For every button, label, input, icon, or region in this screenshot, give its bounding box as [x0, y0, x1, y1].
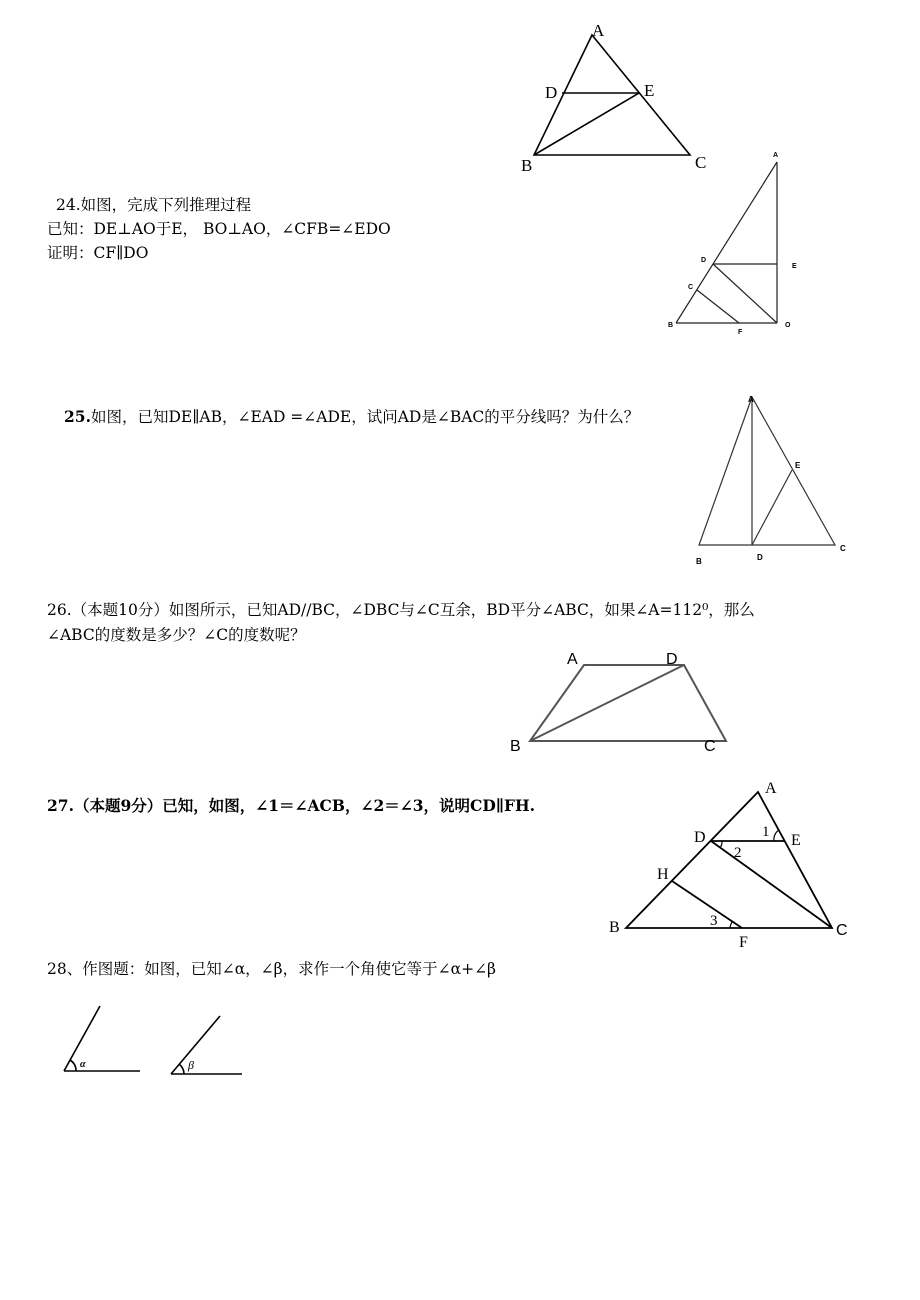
fig26-label-d: D: [666, 651, 678, 668]
fig27-label-b: B: [609, 919, 620, 936]
fig25-label-c: C: [840, 544, 846, 553]
fig25-label-b: B: [696, 557, 702, 566]
fig27-label-a: A: [765, 780, 777, 797]
q25-body: 如图，已知DE∥AB，∠EAD =∠ADE，试问AD是∠BAC的平分线吗？为什么？: [90, 408, 640, 426]
fig27-label-f: F: [739, 934, 748, 951]
fig28-beta-arm: [171, 1016, 220, 1074]
fig28-alpha-arc: [70, 1060, 76, 1071]
q24-title: 24.如图，完成下列推理过程: [56, 196, 252, 214]
fig26-label-b: B: [510, 738, 521, 755]
fig28-label-beta: β: [188, 1058, 194, 1072]
q24-given: 已知：DE⊥AO于E， BO⊥AO，∠CFB=∠EDO: [47, 220, 391, 238]
fig27-label-2: 2: [734, 845, 742, 861]
fig24-label-f: F: [738, 329, 743, 336]
fig25-label-d: D: [757, 553, 763, 562]
fig25-label-a: A: [748, 395, 754, 404]
q26-line2: ∠ABC的度数是多少？∠C的度数呢？: [47, 626, 306, 644]
fig24-label-e: E: [792, 263, 797, 270]
fig24-label-b: B: [668, 322, 674, 329]
q28-text: 28、作图题：如图，已知∠α，∠β，求作一个角使它等于∠α+∠β: [47, 960, 497, 978]
fig25-label-e: E: [795, 461, 801, 470]
q24-prove: 证明：CF∥DO: [47, 244, 149, 262]
fig23-label-b: B: [521, 156, 533, 175]
fig23-label-e: E: [644, 81, 655, 100]
fig27-label-1: 1: [762, 824, 770, 840]
fig24-label-c: C: [688, 284, 694, 291]
fig23-label-d: D: [545, 83, 558, 102]
fig28-label-alpha: α: [80, 1059, 86, 1070]
fig24-label-d: D: [701, 257, 707, 264]
fig27-label-c: C: [836, 922, 848, 939]
fig27-label-e: E: [791, 832, 801, 849]
fig23-label-c: C: [695, 153, 707, 172]
fig27-label-3: 3: [710, 913, 718, 929]
q25-number: 25.: [64, 407, 91, 426]
fig23-label-a: A: [592, 21, 605, 40]
fig27-label-d: D: [694, 829, 706, 846]
fig24-label-a: A: [773, 152, 779, 159]
fig28-beta-arc: [179, 1064, 184, 1074]
fig26-label-c: C: [704, 738, 716, 755]
q27-text: 27.（本题9分）已知，如图，∠1＝∠ACB，∠2＝∠3，说明CD∥FH.: [47, 796, 536, 815]
q26-line1: 26.（本题10分）如图所示，已知AD//BC，∠DBC与∠C互余，BD平分∠ABC，如果∠A=112⁰，那么: [47, 601, 755, 619]
fig24-label-o: O: [785, 322, 791, 329]
fig27-label-h: H: [657, 866, 669, 883]
fig26-label-a: A: [567, 651, 578, 668]
